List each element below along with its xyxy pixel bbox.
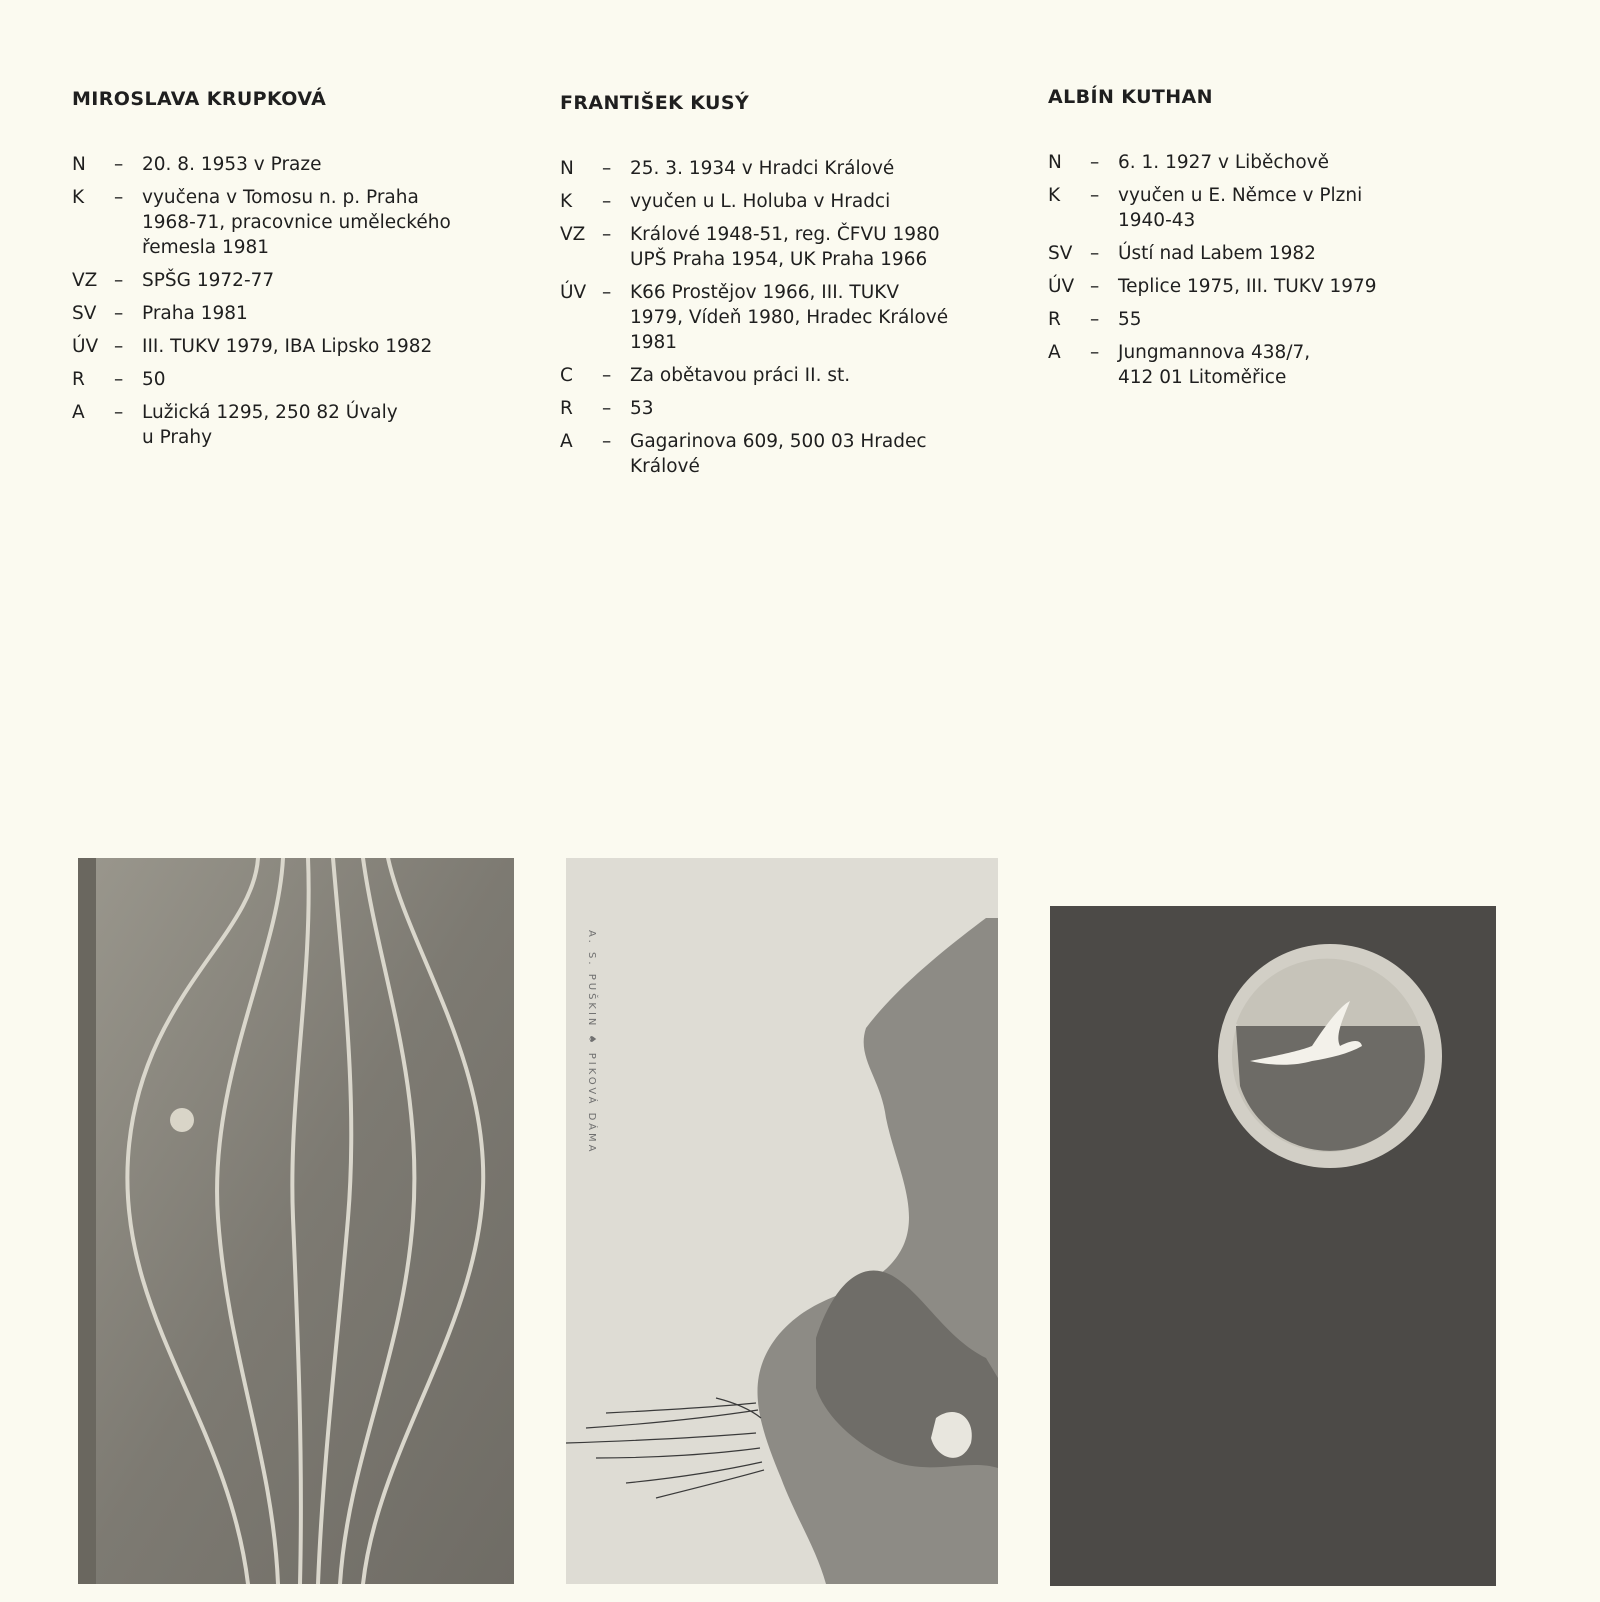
entry-key: R xyxy=(560,398,573,419)
entry-key: ÚV xyxy=(1048,276,1075,297)
entry-dash: – xyxy=(1090,276,1100,297)
entry-value: III. TUKV 1979, IBA Lipsko 1982 xyxy=(142,336,433,357)
photo-pikova-dama-book-cover xyxy=(566,858,998,1584)
entry-key: N xyxy=(1048,152,1062,173)
entry-c xyxy=(560,363,1000,388)
entry-dash: – xyxy=(114,187,124,208)
entry-key: K xyxy=(1048,185,1061,206)
artist-entries xyxy=(1048,150,1488,390)
entry-k xyxy=(1048,183,1488,233)
entry-r xyxy=(1048,307,1488,332)
entry-value: Jungmannova 438/7, 412 01 Litoměřice xyxy=(1118,342,1311,388)
entry-k xyxy=(72,185,512,260)
entry-k xyxy=(560,189,1000,214)
entry-value: 20. 8. 1953 v Praze xyxy=(142,154,322,175)
entry-value: 50 xyxy=(142,369,166,390)
entry-key: SV xyxy=(1048,243,1073,264)
entry-dash: – xyxy=(602,431,612,452)
entry-dash: – xyxy=(602,158,612,179)
entry-key: N xyxy=(72,154,86,175)
entry-key: C xyxy=(560,365,573,386)
artist-entries xyxy=(560,156,1000,479)
entry-value: 25. 3. 1934 v Hradci Králové xyxy=(630,158,895,179)
book-cover-artwork xyxy=(566,858,998,1584)
entry-n xyxy=(560,156,1000,181)
entry-dash: – xyxy=(602,191,612,212)
entry-dash: – xyxy=(114,336,124,357)
entry-dash: – xyxy=(602,398,612,419)
book-spine-title: A. S. PUŠKIN ♠ PIKOVÁ DÁMA xyxy=(586,930,597,1155)
entry-uv xyxy=(72,334,512,359)
entry-vz xyxy=(560,222,1000,272)
entry-value: Ústí nad Labem 1982 xyxy=(1118,243,1316,264)
entry-dash: – xyxy=(114,402,124,423)
entry-n xyxy=(1048,150,1488,175)
entry-r xyxy=(72,367,512,392)
entry-key: N xyxy=(560,158,574,179)
entry-a xyxy=(560,429,1000,479)
entry-value: SPŠG 1972-77 xyxy=(142,270,275,291)
photo-seagull-plate xyxy=(1050,906,1496,1586)
entry-dash: – xyxy=(602,282,612,303)
entry-a xyxy=(72,400,512,450)
entry-key: R xyxy=(1048,309,1061,330)
entry-value: K66 Prostějov 1966, III. TUKV 1979, Vídeň 1980, Hradec Králové 1981 xyxy=(630,282,949,353)
entry-value: Králové 1948-51, reg. ČFVU 1980 UPŠ Praha 1954, UK Praha 1966 xyxy=(630,224,940,270)
entry-dash: – xyxy=(114,303,124,324)
entry-key: K xyxy=(560,191,573,212)
entry-key: ÚV xyxy=(72,336,99,357)
entry-dash: – xyxy=(1090,342,1100,363)
entry-key: K xyxy=(72,187,85,208)
entry-key: SV xyxy=(72,303,97,324)
artist-name: ALBÍN KUTHAN xyxy=(1048,86,1213,108)
artist-entries xyxy=(72,152,512,450)
entry-r xyxy=(560,396,1000,421)
entry-dash: – xyxy=(114,154,124,175)
entry-uv xyxy=(560,280,1000,355)
artist-name: MIROSLAVA KRUPKOVÁ xyxy=(72,88,327,110)
entry-dash: – xyxy=(1090,152,1100,173)
entry-key: VZ xyxy=(560,224,586,245)
entry-key: R xyxy=(72,369,85,390)
entry-n xyxy=(72,152,512,177)
entry-dash: – xyxy=(1090,309,1100,330)
entry-value: Praha 1981 xyxy=(142,303,248,324)
entry-value: vyučen u L. Holuba v Hradci xyxy=(630,191,891,212)
entry-value: Teplice 1975, III. TUKV 1979 xyxy=(1118,276,1377,297)
entry-key: VZ xyxy=(72,270,98,291)
entry-value: Lužická 1295, 250 82 Úvaly u Prahy xyxy=(142,402,398,448)
entry-uv xyxy=(1048,274,1488,299)
entry-dash: – xyxy=(114,369,124,390)
entry-value: Gagarinova 609, 500 03 Hradec Králové xyxy=(630,431,927,477)
entry-value: 53 xyxy=(630,398,654,419)
plate-artwork xyxy=(1050,906,1496,1586)
artist-column-3 xyxy=(1048,86,1488,398)
artist-column-2 xyxy=(560,92,1000,487)
entry-dash: – xyxy=(602,365,612,386)
entry-dash: – xyxy=(602,224,612,245)
entry-value: vyučen u E. Němce v Plzni 1940-43 xyxy=(1118,185,1363,231)
photo-relief-book-cover xyxy=(78,858,514,1584)
entry-key: A xyxy=(72,402,85,423)
entry-key: ÚV xyxy=(560,282,587,303)
artist-column-1 xyxy=(72,88,512,458)
entry-value: vyučena v Tomosu n. p. Praha 1968-71, pracovnice uměleckého řemesla 1981 xyxy=(142,187,451,258)
entry-value: Za obětavou práci II. st. xyxy=(630,365,851,386)
entry-sv xyxy=(1048,241,1488,266)
entry-key: A xyxy=(1048,342,1061,363)
entry-a xyxy=(1048,340,1488,390)
entry-key: A xyxy=(560,431,573,452)
entry-dash: – xyxy=(114,270,124,291)
entry-dash: – xyxy=(1090,243,1100,264)
artist-name: FRANTIŠEK KUSÝ xyxy=(560,92,750,114)
entry-value: 6. 1. 1927 v Liběchově xyxy=(1118,152,1329,173)
entry-sv xyxy=(72,301,512,326)
entry-value: 55 xyxy=(1118,309,1142,330)
entry-dash: – xyxy=(1090,185,1100,206)
relief-artwork xyxy=(78,858,514,1584)
entry-vz xyxy=(72,268,512,293)
